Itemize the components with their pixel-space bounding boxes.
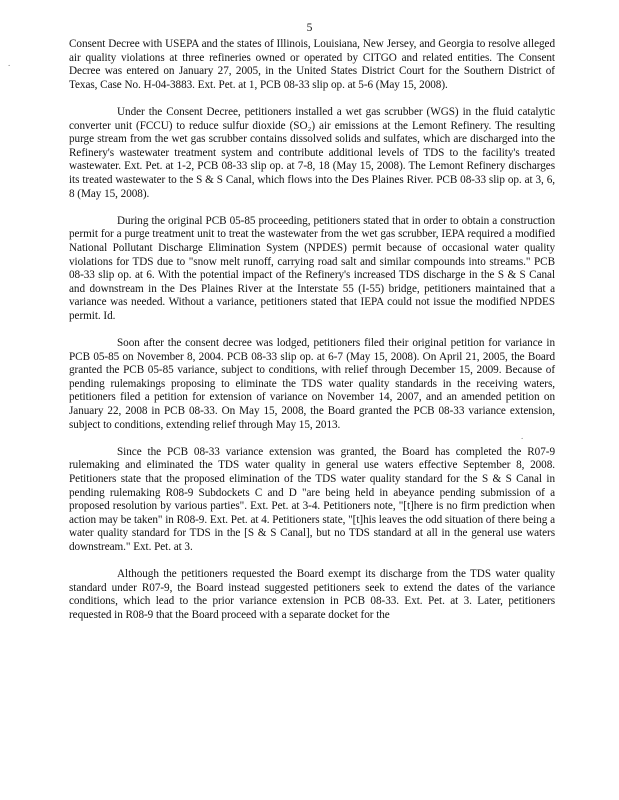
paragraph: Under the Consent Decree, petitioners installed a wet gas scrubber (WGS) in the fluid catalytic converter unit (FCCU) to reduce sulfur dioxide (SO₂) air emissions at the Lemont Refinery. The resulting purge stream from the wet gas scrubber contains dissolved solids and sulfates, which are discharged into the Refinery's wastewater treatment system and contribute additional levels of TDS to the facility's treated wastewater. Ext. Pet. at 1-2, PCB 08-33 slip op. at 7-8, 18 (May 15, 2008). The Lemont Refinery discharges its treated wastewater to the S & S Canal, which flows into the Des Plaines River. PCB 08-33 slip op. at 3, 6, 8 (May 15, 2008). (69, 105, 555, 200)
scan-mark: . (521, 431, 524, 441)
document-body (69, 38, 555, 623)
paragraph: During the original PCB 05-85 proceeding, petitioners stated that in order to obtain a construction permit for a purge treatment unit to treat the wastewater from the wet gas scrubber, IEPA required a modified National Pollutant Discharge Elimination System (NPDES) permit because of occasional water quality violations for TDS due to "snow melt runoff, carrying road salt and similar compounds into streams." PCB 08-33 slip op. at 6. With the potential impact of the Refinery's increased TDS discharge in the S & S Canal and downstream in the Des Plaines River at the Interstate 55 (I-55) bridge, petitioners maintained that a variance was needed. Without a variance, petitioners stated that IEPA could not issue the modified NPDES permit. Id. (69, 214, 555, 322)
paragraph: Soon after the consent decree was lodged, petitioners filed their original petition for variance in PCB 05-85 on November 8, 2004. PCB 08-33 slip op. at 6-7 (May 15, 2008). On April 21, 2005, the Board granted the PCB 05-85 variance, subject to conditions, with relief through December 15, 2009. Because of pending rulemakings proposing to eliminate the TDS water quality standards in the receiving waters, petitioners filed a petition for extension of variance on November 14, 2007, and an amended petition on January 22, 2008 in PCB 08-33. On May 15, 2008, the Board granted the PCB 08-33 variance extension, subject to conditions, extending relief through May 15, 2013. (69, 337, 555, 431)
paragraph: Although the petitioners requested the Board exempt its discharge from the TDS water quality standard under R07-9, the Board instead suggested petitioners seek to extend the dates of the variance conditions, which lead to the prior variance extension in PCB 08-33. Ext. Pet. at 3. Later, petitioners requested in R08-9 that the Board proceed with a separate docket for the (69, 568, 555, 621)
page-number: 5 (306, 22, 313, 34)
paragraph: Since the PCB 08-33 variance extension was granted, the Board has completed the R07-9 rulemaking and eliminated the TDS water quality in general use waters effective September 8, 2008. Petitioners state that the proposed elimination of the TDS water quality standard for the S & S Canal in pending rulemaking R08-9 Subdockets C and D "are being held in abeyance pending submission of a proposed resolution by various parties". Ext. Pet. at 3-4. Petitioners note, "[t]here is no firm prediction when action may be taken" in R08-9. Ext. Pet. at 4. Petitioners state, "[t]his leaves the odd situation of there being a water quality standard for TDS in the [S & S Canal], but no TDS standard at all in the general use waters downstream." Ext. Pet. at 3. (69, 445, 555, 553)
scan-mark: . (8, 58, 11, 68)
paragraph: Consent Decree with USEPA and the states of Illinois, Louisiana, New Jersey, and Georgia to resolve alleged air quality violations at three refineries owned or operated by CITGO and related entities. The Consent Decree was entered on January 27, 2005, in the United States District Court for the Southern District of Texas, Case No. H-04-3883. Ext. Pet. at 1, PCB 08-33 slip op. at 5-6 (May 15, 2008). (69, 38, 555, 91)
